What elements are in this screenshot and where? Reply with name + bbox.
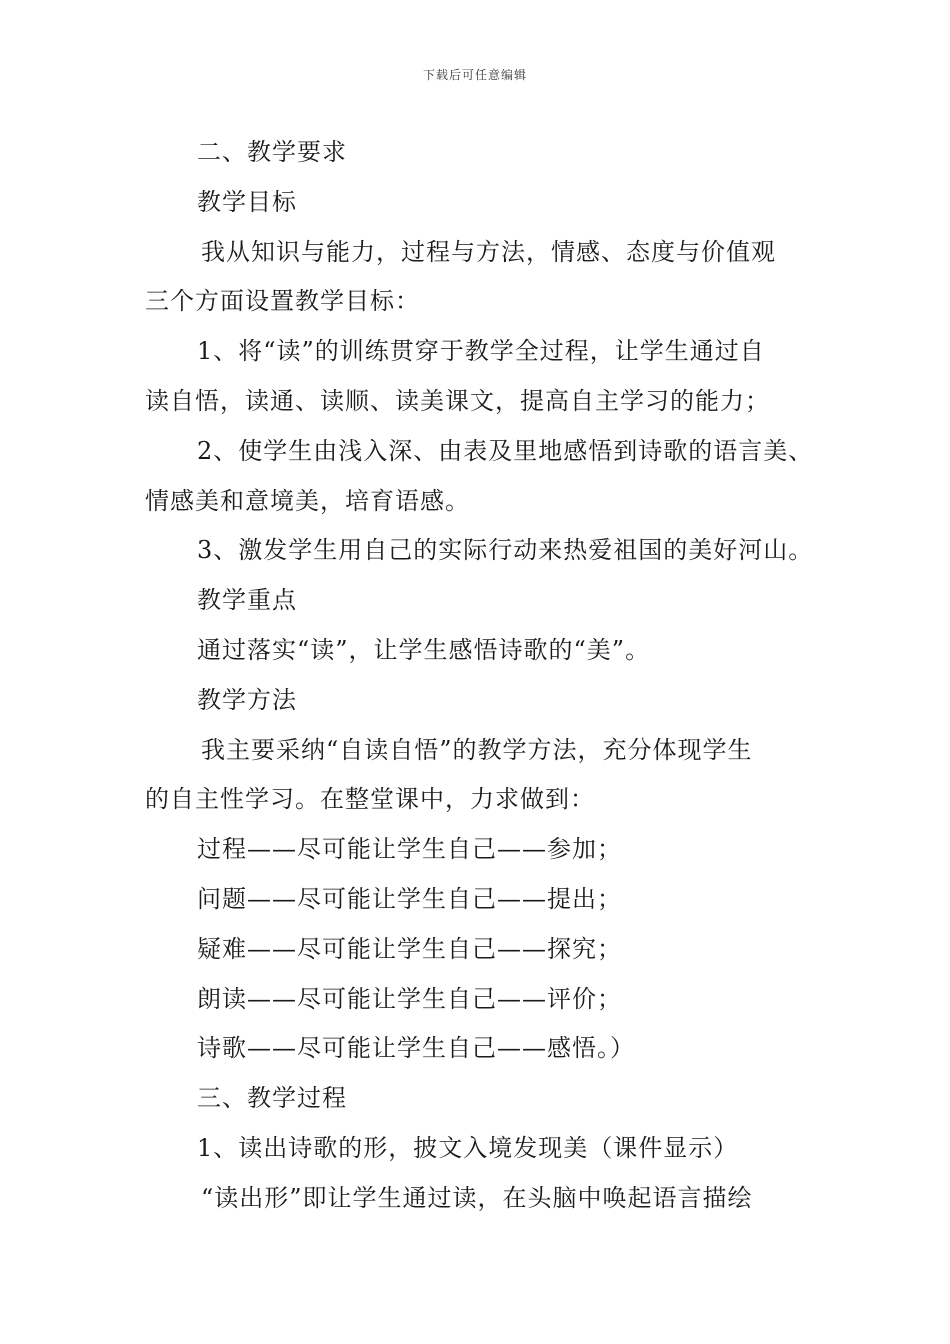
method-item: 朗读——尽可能让学生自己——评价； (197, 984, 622, 1013)
process-step-1: 1、读出诗歌的形，披文入境发现美（课件显示） (197, 1133, 739, 1162)
goal-item-2-continued: 情感美和意境美，培育语感。 (145, 486, 470, 515)
paragraph-line: 我从知识与能力，过程与方法，情感、态度与价值观 (201, 237, 776, 266)
subheading-teaching-goals: 教学目标 (197, 187, 297, 216)
method-item: 疑难——尽可能让学生自己——探究； (197, 934, 622, 963)
method-item: 过程——尽可能让学生自己——参加； (197, 835, 622, 864)
paragraph-line: 我主要采纳“自读自悟”的教学方法，充分体现学生 (201, 735, 753, 764)
goal-item-3: 3、激发学生用自己的实际行动来热爱祖国的美好河山。 (197, 536, 814, 565)
document-body (145, 128, 845, 1224)
goal-item-1-continued: 读自悟，读通、读顺、读美课文，提高自主学习的能力； (145, 386, 770, 415)
goal-item-2: 2、使学生由浅入深、由表及里地感悟到诗歌的语言美、 (197, 436, 814, 465)
paragraph-line: 三个方面设置教学目标： (145, 287, 420, 316)
subheading-teaching-focus: 教学重点 (197, 586, 297, 615)
paragraph-line: “读出形”即让学生通过读，在头脑中唤起语言描绘 (201, 1183, 753, 1212)
section-heading-process: 三、教学过程 (197, 1084, 347, 1113)
paragraph-line: 通过落实“读”，让学生感悟诗歌的“美”。 (197, 635, 651, 664)
subheading-teaching-method: 教学方法 (197, 685, 297, 714)
paragraph-line: 的自主性学习。在整堂课中，力求做到： (145, 785, 595, 814)
goal-item-1: 1、将“读”的训练贯穿于教学全过程，让学生通过自 (197, 337, 765, 366)
method-item: 诗歌——尽可能让学生自己——感悟。） (197, 1034, 635, 1063)
page-header-note: 下载后可任意编辑 (422, 68, 527, 82)
method-item: 问题——尽可能让学生自己——提出； (197, 884, 622, 913)
section-heading-requirements: 二、教学要求 (197, 138, 347, 166)
